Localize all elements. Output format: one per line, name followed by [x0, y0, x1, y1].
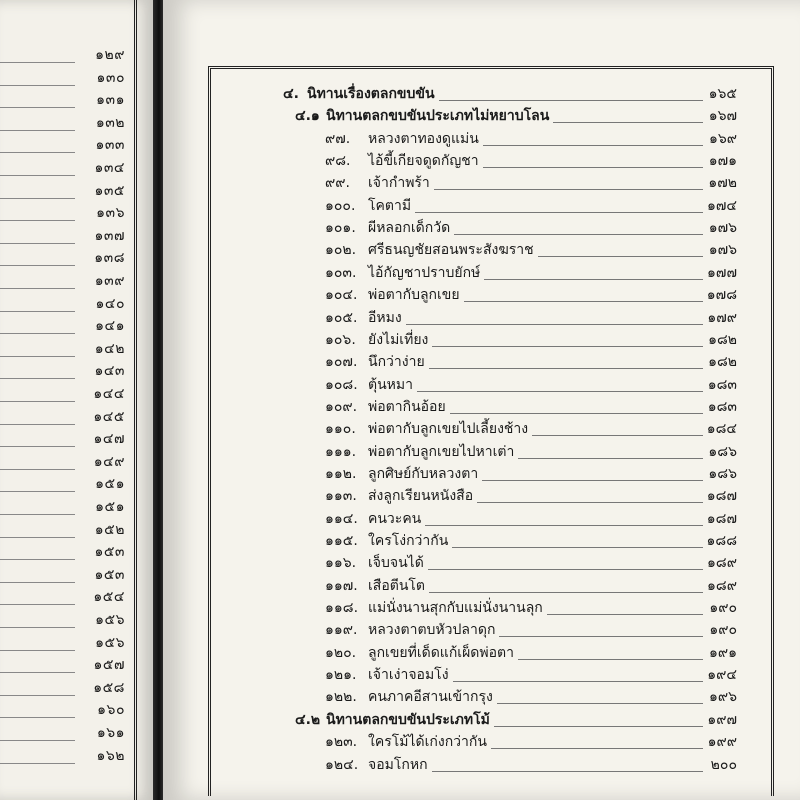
- entry-page-number: ๑๙๖: [708, 689, 737, 706]
- entry-title: พ่อตากินอ้อย: [368, 398, 446, 415]
- page-number: ๑๓๖: [96, 205, 125, 222]
- leader-line: [0, 740, 75, 741]
- left-toc-row: [0, 274, 125, 294]
- entry-title: ไอ้ขี้เกียจดูดกัญชา: [368, 153, 479, 170]
- entry-number: ๑๑๘.: [325, 600, 359, 617]
- entry-page-number: ๑๗๔: [706, 197, 737, 214]
- entry-page-number: ๑๘๙: [707, 555, 737, 572]
- leader-line: [429, 592, 703, 593]
- left-toc-row: [0, 500, 125, 520]
- leader-line: [417, 391, 703, 392]
- entry-number: ๑๑๐.: [325, 421, 356, 438]
- leader-line: [0, 424, 75, 425]
- entry-title: พ่อตากับลูกเขยไปเลี้ยงช้าง: [368, 421, 529, 438]
- entry-page-number: ๑๙๐: [709, 600, 737, 617]
- entry-title: ไอ้กัญชาปราบยักษ์: [368, 264, 481, 281]
- right-page: [163, 0, 800, 800]
- page-number: ๑๕๓: [94, 566, 125, 583]
- left-toc-row: [0, 568, 125, 588]
- leader-line: [0, 469, 75, 470]
- entry-number: ๑๐๓.: [325, 264, 357, 281]
- page-number: ๑๔๔: [93, 386, 125, 402]
- leader-line: [494, 726, 703, 727]
- page-number: ๑๕๑: [95, 499, 125, 515]
- left-toc-row: [0, 545, 125, 565]
- leader-line: [452, 547, 703, 548]
- entry-title: พ่อตากับลูกเขย: [368, 287, 460, 304]
- leader-line: [0, 537, 75, 538]
- toc-entry: [163, 284, 800, 306]
- entry-title: เจ้ากำพร้า: [368, 175, 430, 192]
- entry-number: ๑๑๕.: [325, 533, 358, 549]
- entry-title: นิทานตลกขบขันประเภทโม้: [326, 711, 490, 728]
- leader-line: [0, 198, 75, 199]
- entry-number: ๑๐๔.: [325, 287, 358, 304]
- entry-number: ๔.๒: [295, 711, 321, 728]
- left-page: [0, 0, 153, 800]
- entry-title: เจ้าเง่าจอมโง่: [368, 667, 449, 684]
- entry-number: ๑๒๓.: [325, 734, 358, 751]
- left-toc-row: [0, 71, 125, 91]
- left-toc-row: [0, 658, 125, 678]
- toc-entry: [163, 396, 800, 418]
- left-toc-row: [0, 703, 125, 723]
- entry-title: ลูกศิษย์กับหลวงตา: [368, 465, 479, 482]
- leader-line: [432, 346, 703, 347]
- page-number: ๑๖๐: [97, 702, 125, 719]
- page-number: ๑๓๗: [94, 227, 125, 244]
- left-toc-row: [0, 364, 125, 384]
- entry-title: พ่อตากับลูกเขยไปหาเต่า: [368, 443, 515, 460]
- left-toc-row: [0, 749, 125, 769]
- page-number: ๑๕๑: [95, 476, 125, 493]
- toc-entry: [163, 463, 800, 485]
- entry-page-number: ๑๗๙: [707, 309, 737, 326]
- entry-title: หลวงตาตบหัวปลาดุก: [368, 622, 496, 639]
- left-toc-row: [0, 477, 125, 497]
- leader-line: [415, 212, 703, 213]
- entry-number: ๑๐๒.: [325, 242, 357, 259]
- toc-entry: [163, 709, 800, 731]
- entry-title: ผีหลอกเด็กวัด: [368, 220, 451, 237]
- entry-page-number: ๑๘๖: [708, 465, 737, 482]
- entry-page-number: ๑๘๒: [708, 354, 737, 371]
- entry-title: ใครโง่กว่ากัน: [368, 533, 449, 549]
- left-toc-row: [0, 251, 125, 271]
- leader-line: [0, 220, 75, 221]
- page-number: ๑๓๓: [95, 137, 125, 154]
- entry-page-number: ๑๙๔: [707, 667, 737, 684]
- entry-title: นิทานตลกขบขันประเภทไม่หยาบโลน: [326, 108, 550, 125]
- left-toc-row: [0, 48, 125, 68]
- left-toc-row: [0, 523, 125, 543]
- leader-line: [406, 324, 703, 325]
- entry-page-number: ๑๘๖: [708, 443, 737, 460]
- entry-number: ๑๐๖.: [325, 331, 356, 348]
- leader-line: [0, 717, 75, 718]
- entry-title: โคตามี: [368, 197, 412, 214]
- toc-entry: [163, 329, 800, 351]
- entry-page-number: ๑๗๒: [708, 175, 737, 192]
- leader-line: [432, 771, 703, 772]
- entry-number: ๑๒๐.: [325, 644, 357, 661]
- toc-entry: [163, 418, 800, 440]
- entry-number: ๙๘.: [325, 153, 351, 170]
- entry-number: ๑๐๕.: [325, 309, 358, 326]
- entry-page-number: ๑๘๘: [706, 533, 737, 549]
- toc-entry: [163, 686, 800, 708]
- leader-line: [497, 703, 703, 704]
- entry-number: ๙๗.: [325, 130, 351, 147]
- entry-title: นิทานเรื่องตลกขบขัน: [307, 86, 435, 102]
- left-toc-row: [0, 116, 125, 136]
- entry-number: ๑๑๓.: [325, 488, 357, 505]
- page-number: ๑๕๓: [94, 544, 125, 561]
- left-toc-row: [0, 319, 125, 339]
- page-number: ๑๕๖: [95, 634, 125, 651]
- leader-line: [0, 62, 75, 63]
- page-number: ๑๓๕: [94, 182, 125, 199]
- leader-line: [0, 152, 75, 153]
- leader-line: [482, 480, 703, 481]
- leader-line: [0, 107, 75, 108]
- entry-title: ยังไม่เที่ยง: [368, 331, 429, 348]
- entry-page-number: ๑๘๓: [707, 376, 737, 393]
- leader-line: [0, 378, 75, 379]
- page-number: ๑๔๑: [95, 318, 125, 335]
- toc-entry: [163, 239, 800, 261]
- left-toc-row: [0, 410, 125, 430]
- leader-line: [0, 311, 75, 312]
- entry-title: ส่งลูกเรียนหนังสือ: [368, 488, 474, 505]
- page-number: ๑๓๔: [94, 160, 125, 176]
- toc-entry: [163, 642, 800, 664]
- leader-line: [0, 763, 75, 764]
- toc-entry: [163, 150, 800, 172]
- entry-title: นึกว่าง่าย: [368, 354, 425, 371]
- leader-line: [483, 167, 703, 168]
- toc-entry: [163, 597, 800, 619]
- entry-title: คนวะคน: [368, 510, 422, 527]
- left-toc-row: [0, 387, 125, 407]
- page-number: ๑๔๐: [95, 295, 125, 312]
- left-toc-row: [0, 206, 125, 226]
- leader-line: [464, 301, 703, 302]
- entry-page-number: ๑๘๒: [708, 331, 737, 348]
- entry-page-number: ๑๙๐: [709, 622, 737, 639]
- page-number: ๑๕๖: [95, 612, 125, 628]
- entry-page-number: ๑๘๓: [707, 398, 737, 415]
- entry-page-number: ๑๖๕: [708, 86, 737, 102]
- entry-number: ๑๑๒.: [325, 465, 357, 482]
- entry-number: ๑๑๔.: [325, 510, 358, 527]
- entry-title: ศรีธนญชัยสอนพระสังฆราช: [368, 242, 534, 259]
- entry-page-number: ๑๘๔: [706, 421, 737, 438]
- entry-title: คนภาคอีสานเข้ากรุง: [368, 689, 493, 706]
- left-toc-row: [0, 229, 125, 249]
- leader-line: [454, 234, 703, 235]
- toc-entry: [163, 172, 800, 194]
- left-toc-row: [0, 342, 125, 362]
- toc-entry: [163, 351, 800, 373]
- leader-line: [0, 559, 75, 560]
- leader-line: [0, 627, 75, 628]
- toc-entry: [163, 552, 800, 574]
- page-number: ๑๖๑: [96, 725, 125, 741]
- left-toc-row: [0, 636, 125, 656]
- left-toc-row: [0, 93, 125, 113]
- entry-title: อีหมง: [368, 309, 402, 326]
- entry-page-number: ๑๗๑: [708, 153, 737, 170]
- entry-number: ๑๒๔.: [325, 756, 359, 773]
- page-number: ๑๓๒: [95, 114, 125, 131]
- page-number: ๑๓๙: [94, 273, 125, 289]
- entry-page-number: ๑๗๖: [708, 220, 737, 237]
- leader-line: [547, 614, 703, 615]
- entry-title: ตุ้นหมา: [368, 376, 413, 393]
- leader-line: [0, 85, 75, 86]
- page-number: ๑๔๕: [93, 408, 125, 425]
- leader-line: [491, 748, 703, 749]
- leader-line: [0, 604, 75, 605]
- entry-title: หลวงตาทองดูแม่น: [368, 130, 479, 147]
- page-number: ๑๕๔: [93, 589, 125, 606]
- left-toc-row: [0, 613, 125, 633]
- left-toc-row: [0, 161, 125, 181]
- page-number: ๑๒๙: [95, 47, 125, 63]
- leader-line: [0, 650, 75, 651]
- leader-line: [425, 525, 703, 526]
- entry-number: ๑๐๘.: [325, 376, 358, 393]
- leader-line: [0, 672, 75, 673]
- leader-line: [518, 659, 703, 660]
- toc-entry: [163, 441, 800, 463]
- toc-entry: [163, 575, 800, 597]
- entry-page-number: ๒๐๐: [710, 756, 737, 773]
- entry-number: ๑๑๗.: [325, 577, 358, 594]
- toc-entry: [163, 508, 800, 530]
- entry-number: ๔.๑: [295, 108, 320, 125]
- leader-line: [0, 356, 75, 357]
- leader-line: [0, 333, 75, 334]
- page-number: ๑๔๒: [94, 340, 125, 357]
- entry-page-number: ๑๘๗: [706, 488, 737, 505]
- leader-line: [428, 569, 703, 570]
- entry-page-number: ๑๖๙: [708, 130, 737, 147]
- left-toc-row: [0, 590, 125, 610]
- left-toc-row: [0, 726, 125, 746]
- toc-entry: [163, 731, 800, 753]
- entry-number: ๑๑๑.: [325, 443, 357, 460]
- toc-entry: [163, 217, 800, 239]
- entry-number: ๑๒๑.: [325, 667, 357, 684]
- entry-number: ๑๒๒.: [325, 689, 357, 706]
- leader-line: [0, 491, 75, 492]
- page-number: ๑๕๘: [93, 679, 125, 696]
- entry-page-number: ๑๘๗: [706, 510, 737, 527]
- leader-line: [439, 100, 703, 101]
- leader-line: [450, 413, 703, 414]
- leader-line: [0, 175, 75, 176]
- left-toc-row: [0, 681, 125, 701]
- leader-line: [0, 265, 75, 266]
- entry-page-number: ๑๗๗: [707, 264, 737, 281]
- toc-entry: [163, 619, 800, 641]
- entry-number: ๑๑๙.: [325, 622, 358, 639]
- leader-line: [0, 243, 75, 244]
- leader-line: [553, 122, 703, 123]
- toc-entry: [163, 105, 800, 127]
- page-number: ๑๖๒: [96, 747, 125, 764]
- toc-entry: [163, 262, 800, 284]
- page-number: ๑๕๗: [93, 657, 125, 674]
- entry-number: ๔.: [283, 86, 299, 102]
- left-toc-row: [0, 184, 125, 204]
- toc-entry: [163, 754, 800, 776]
- entry-number: ๑๐๙.: [325, 398, 358, 415]
- toc-entry: [163, 83, 800, 105]
- entry-title: เจ็บจนได้: [368, 555, 424, 572]
- entry-page-number: ๑๙๗: [707, 711, 737, 728]
- leader-line: [453, 681, 703, 682]
- leader-line: [0, 582, 75, 583]
- leader-line: [429, 368, 703, 369]
- left-toc-row: [0, 432, 125, 452]
- leader-line: [0, 401, 75, 402]
- page-number: ๑๕๒: [94, 521, 125, 538]
- page-number: ๑๓๐: [96, 69, 125, 86]
- toc-entry: [163, 307, 800, 329]
- left-toc-row: [0, 138, 125, 158]
- page-number: ๑๓๘: [94, 250, 125, 267]
- toc-entry: [163, 664, 800, 686]
- leader-line: [518, 458, 703, 459]
- left-toc-row: [0, 455, 125, 475]
- toc-entry: [163, 530, 800, 552]
- toc-entry: [163, 485, 800, 507]
- toc-entry: [163, 128, 800, 150]
- entry-number: ๙๙.: [325, 175, 350, 192]
- leader-line: [434, 189, 703, 190]
- entry-page-number: ๑๙๙: [707, 734, 737, 751]
- leader-line: [0, 130, 75, 131]
- leader-line: [484, 279, 703, 280]
- entry-title: ลูกเขยที่เด็ดแก้เผ็ดพ่อตา: [368, 644, 514, 661]
- toc-entry: [163, 374, 800, 396]
- leader-line: [483, 145, 703, 146]
- page-number: ๑๔๓: [94, 363, 125, 380]
- entry-page-number: ๑๗๖: [708, 242, 737, 259]
- page-number: ๑๔๗: [93, 431, 125, 448]
- leader-line: [0, 514, 75, 515]
- leader-line: [477, 502, 703, 503]
- entry-title: จอมโกหก: [368, 756, 428, 773]
- leader-line: [0, 695, 75, 696]
- page-number: ๑๓๑: [96, 92, 125, 109]
- page-number: ๑๔๙: [93, 453, 125, 470]
- entry-title: เสือตีนโต: [368, 577, 426, 594]
- leader-line: [0, 288, 75, 289]
- entry-number: ๑๐๗.: [325, 354, 358, 371]
- leader-line: [538, 256, 703, 257]
- leader-line: [0, 446, 75, 447]
- left-toc-row: [0, 297, 125, 317]
- leader-line: [532, 435, 703, 436]
- toc-entry: [163, 195, 800, 217]
- entry-number: ๑๐๑.: [325, 220, 356, 237]
- entry-number: ๑๐๐.: [325, 197, 356, 214]
- entry-page-number: ๑๗๘: [706, 287, 737, 304]
- entry-title: แม่นั่งนานสุกกับแม่นั่งนานลุก: [368, 600, 543, 617]
- entry-page-number: ๑๙๑: [708, 644, 737, 661]
- entry-number: ๑๑๖.: [325, 555, 357, 572]
- leader-line: [499, 636, 703, 637]
- entry-title: ใครโม้ได้เก่งกว่ากัน: [368, 734, 487, 751]
- entry-page-number: ๑๖๗: [708, 108, 737, 125]
- entry-page-number: ๑๘๙: [707, 577, 737, 594]
